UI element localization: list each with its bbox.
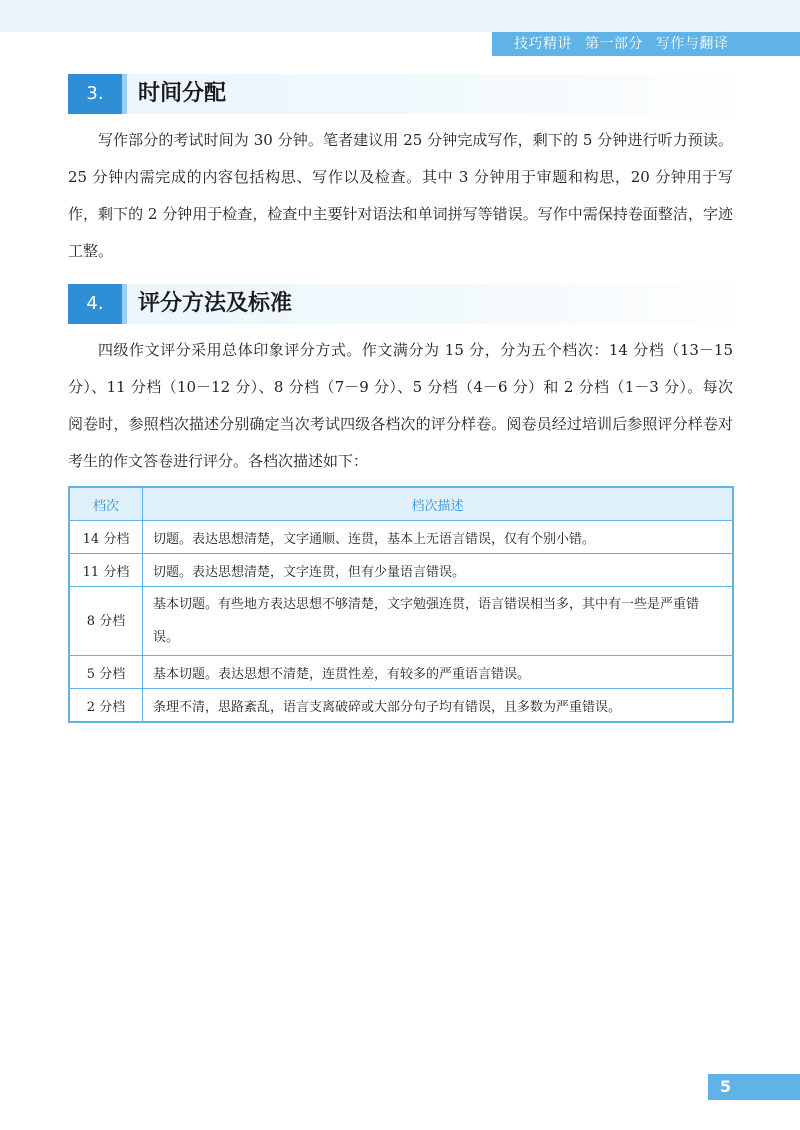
description-cell: 切题。表达思想清楚，文字通顺、连贯，基本上无语言错误，仅有个别小错。 [143,521,734,554]
description-cell: 基本切题。表达思想不清楚，连贯性差，有较多的严重语言错误。 [143,656,734,689]
section-3-number: 3. [68,74,122,114]
running-header [492,32,800,56]
section-3-heading [68,74,758,114]
table-row [69,656,733,689]
table-row [69,689,733,723]
page-number-tab [708,1074,800,1100]
running-header-part-2: 第一部分 [584,36,643,52]
section-4-paragraph: 四级作文评分采用总体印象评分方式。作文满分为 15 分，分为五个档次：14 分档（13－15 分）、11 分档（10－12 分）、8 分档（7－9 分）、5 分档（4－6 分）和 2 分档（1－3 分）。每次阅卷时，参照档次描述分别确定当次考试四级各档次的评分样卷。阅卷员经过培训后参照评分样卷对考生的作文答卷进行评分。各档次描述如下： [68,341,733,470]
description-cell: 切题。表达思想清楚，文字连贯，但有少量语言错误。 [143,554,734,587]
section-4-number: 4. [68,284,122,324]
running-header-part-3: 写作与翻译 [655,36,729,52]
description-cell: 条理不清，思路紊乱，语言支离破碎或大部分句子均有错误，且多数为严重错误。 [143,689,734,723]
grading-table [68,486,734,723]
table-row [69,521,733,554]
grade-cell: 11 分档 [69,554,143,587]
running-header-part-1: 技巧精讲 [514,36,572,52]
grade-cell: 14 分档 [69,521,143,554]
grade-cell: 8 分档 [69,587,143,656]
grade-cell: 2 分档 [69,689,143,723]
section-3-paragraph: 写作部分的考试时间为 30 分钟。笔者建议用 25 分钟完成写作，剩下的 5 分钟进行听力预读。25 分钟内需完成的内容包括构思、写作以及检查。其中 3 分钟用于审题和构思，20 分钟用于写作，剩下的 2 分钟用于检查，检查中主要针对语法和单词拼写等错误。写作中需保持卷面整洁，字迹工整。 [68,131,733,260]
section-3-title: 时间分配 [138,81,227,106]
description-cell: 基本切题。有些地方表达思想不够清楚，文字勉强连贯，语言错误相当多，其中有一些是严重错误。 [143,587,734,656]
section-4-heading [68,284,758,324]
section-4-title: 评分方法及标准 [138,291,293,316]
table-header-description: 档次描述 [143,487,734,521]
page-number: 5 [720,1077,732,1096]
grade-cell: 5 分档 [69,656,143,689]
table-header-grade: 档次 [69,487,143,521]
top-header-band [0,0,800,32]
table-row [69,587,733,656]
table-row [69,554,733,587]
